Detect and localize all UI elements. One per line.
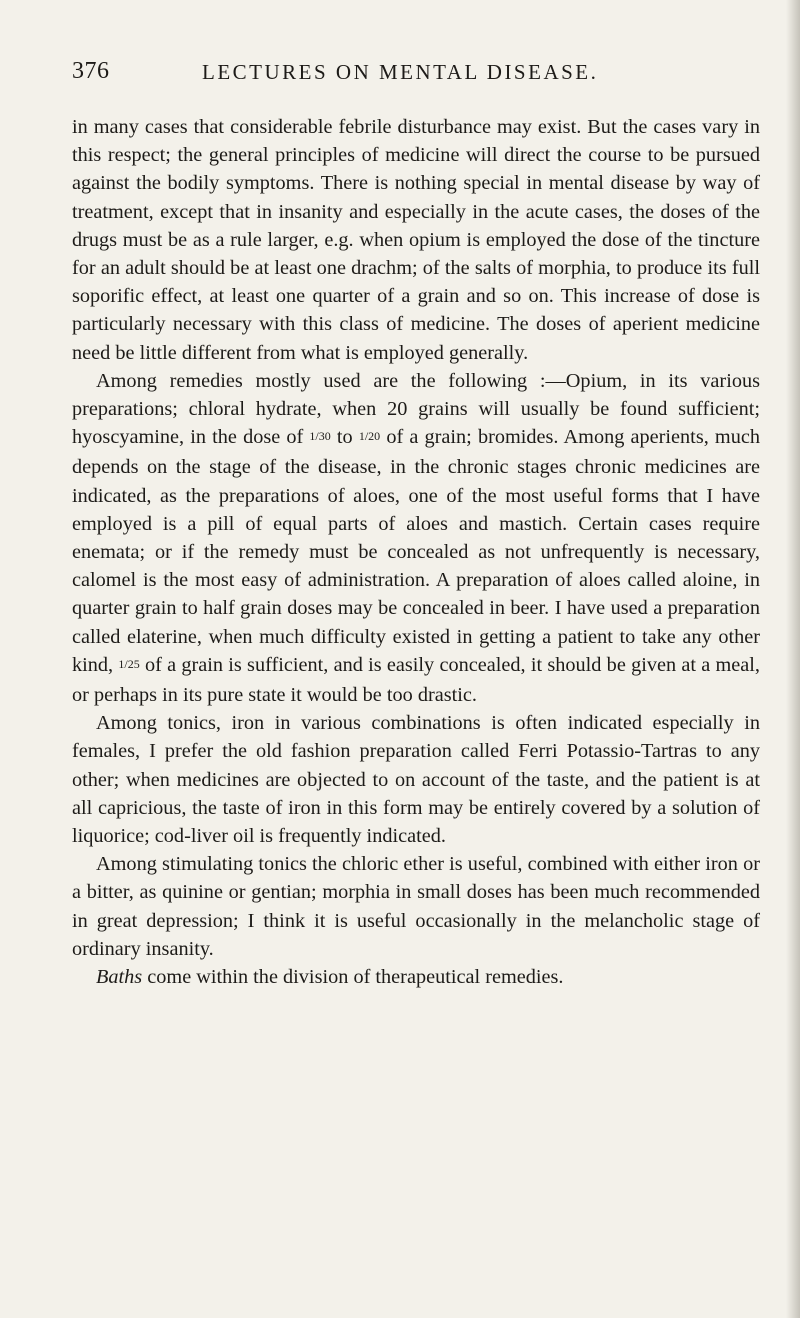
paragraph: in many cases that considerable febrile disturbance may exist. But the cases vary in this respect; the general principles of medicine will direct the course to be pursued against the bodily symptoms. There is nothing special in mental disease by way of treatment, except that in insanity and especially in the acute cases, the doses of the drugs must be as a rule larger, e.g. when opium is employed the dose of the tincture for an adult should be at least one drachm; of the salts of morphia, to produce its full soporific effect, at least one quarter of a grain and so on. This increase of dose is particularly necessary with this class of medicine. The doses of aperient medicine need be little different from what is employed generally.	[72, 116, 760, 364]
paragraph	[72, 367, 760, 709]
paragraph-text: of a grain is sufficient, and is easily concealed, it should be given at a meal, or perhaps in its pure state it would be too drastic.	[72, 653, 760, 707]
fraction: 1/25	[118, 656, 140, 671]
fraction: 1/30	[309, 429, 331, 444]
paragraph	[72, 963, 760, 991]
page-number: 376	[72, 58, 110, 84]
page-edge-shadow	[786, 0, 800, 1318]
paragraph-text: of a grain; bromides. Among aperients, much depends on the stage of the disease, in the chronic stages chronic medicines are indicated, as the preparations of aloes, one of the most useful forms that I have employed is a pill of equal parts of aloes and mastich. Certain cases require enemata; or if the remedy must be concealed as not unfrequently is necessary, calomel is the most easy of administration. A preparation of aloes called aloine, in quarter grain to half grain doses may be concealed in beer. I have used a preparation called elaterine, when much difficulty existed in getting a patient to take any other kind,	[72, 426, 760, 676]
running-title: LECTURES ON MENTAL DISEASE.	[202, 60, 599, 84]
paragraph: Among stimulating tonics the chloric ether is useful, combined with either iron or a bitter, as quinine or gentian; morphia in small doses has been much recommended in great depression; I think it is useful occasionally in the melancholic stage of ordinary insanity.	[72, 853, 760, 960]
paragraph: Among tonics, iron in various combinations is often indicated especially in females, I prefer the old fashion preparation called Ferri Potassio-Tartras to any other; when medicines are objected to on account of the taste, and the patient is at all capricious, the taste of iron in this form may be entirely covered by a solution of liquorice; cod-liver oil is frequently indicated.	[72, 712, 760, 848]
paragraph-text: come within the division of therapeutical remedies.	[142, 966, 564, 989]
paragraph-text: Among remedies mostly used are the following :—Opium, in its various preparations; chloral hydrate, when 20 grains will usually be found sufficient; hyoscyamine, in the dose of	[72, 369, 760, 449]
running-head	[72, 58, 752, 92]
paragraph-text: to	[330, 426, 359, 449]
fraction: 1/20	[358, 429, 381, 444]
body-text	[72, 113, 760, 991]
italic-lead: Baths	[96, 966, 143, 989]
